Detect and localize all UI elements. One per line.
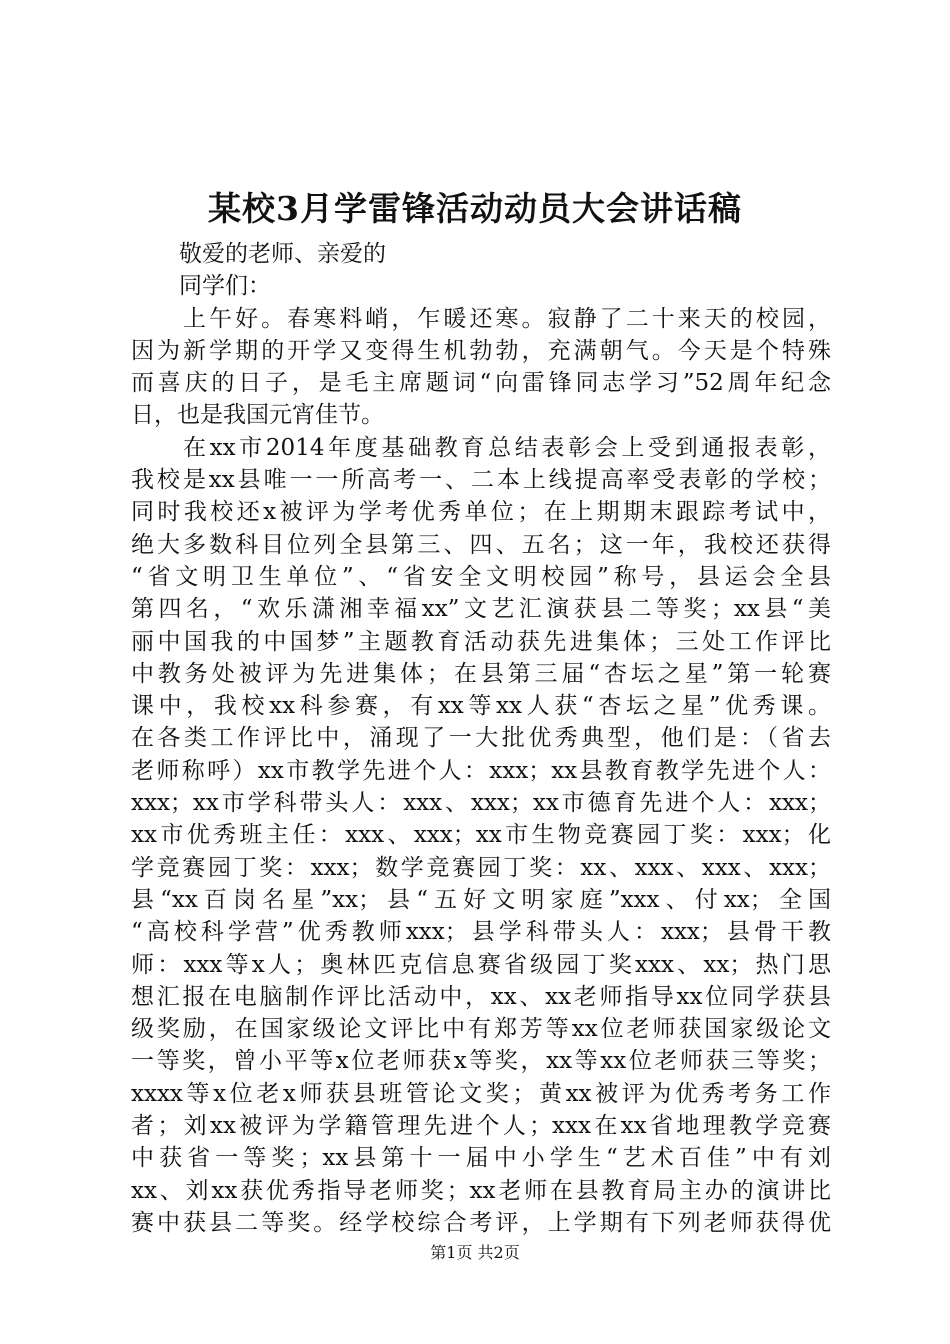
paragraph-2-line: “省文明卫生单位”、“省安全文明校园”称号，县运会全县: [131, 563, 831, 590]
paragraph-2-line: 级奖励，在国家级论文评比中有郑芳等xx位老师获国家级论文: [131, 1016, 831, 1043]
paragraph-2-line: 在xx市2014年度基础教育总结表彰会上受到通报表彰，: [183, 434, 831, 461]
document-body: [131, 238, 831, 1239]
paragraph-2-line: 绝大多数科目位列全县第三、四、五名；这一年，我校还获得: [131, 531, 831, 558]
paragraph-2-line: 老师称呼）xx市教学先进个人：xxx；xx县教育教学先进个人：: [131, 757, 831, 784]
paragraph-2-line: 第四名，“欢乐潇湘幸福xx”文艺汇演获县二等奖；xx县“美: [131, 596, 831, 623]
paragraph-1-line: 日，也是我国元宵佳节。: [131, 402, 384, 429]
salutation-line: 敬爱的老师、亲爱的: [179, 241, 386, 267]
paragraph-2-line: 者；刘xx被评为学籍管理先进个人；xxx在xx省地理教学竞赛: [131, 1113, 831, 1140]
paragraph-2-line: 一等奖，曾小平等x位老师获x等奖，xx等xx位老师获三等奖；: [131, 1048, 831, 1075]
document-title: 某校3月学雷锋活动动员大会讲话稿: [208, 189, 742, 228]
paragraph-2-line: xxxx等x位老x师获县班管论文奖；黄xx被评为优秀考务工作: [131, 1080, 831, 1107]
paragraph-2-line: 课中，我校xx科参赛，有xx等xx人获“杏坛之星”优秀课。: [131, 693, 831, 720]
paragraph-2-line: 在各类工作评比中，涌现了一大批优秀典型，他们是：（省去: [131, 725, 831, 752]
paragraph-2-line: 丽中国我的中国梦”主题教育活动获先进集体；三处工作评比: [131, 628, 831, 655]
paragraph-2-line: 县“xx百岗名星”xx；县“五好文明家庭”xxx、付xx；全国: [131, 886, 831, 913]
paragraph-1-line: 因为新学期的开学又变得生机勃勃，充满朝气。今天是个特殊: [131, 337, 831, 364]
paragraph-2-line: xxx；xx市学科带头人：xxx、xxx；xx市德育先进个人：xxx；: [131, 790, 831, 817]
paragraph-2-line: 想汇报在电脑制作评比活动中，xx、xx老师指导xx位同学获县: [131, 983, 831, 1010]
paragraph-2-line: “高校科学营”优秀教师xxx；县学科带头人：xxx；县骨干教: [131, 919, 831, 946]
paragraph-2-line: 赛中获县二等奖。经学校综合考评，上学期有下列老师获得优: [131, 1209, 831, 1236]
paragraph-2-line: 我校是xx县唯一一所高考一、二本上线提高率受表彰的学校；: [131, 467, 831, 494]
paragraph-2-line: 学竞赛园丁奖：xxx；数学竞赛园丁奖：xx、xxx、xxx、xxx；: [131, 854, 831, 881]
paragraph-2-line: xx市优秀班主任：xxx、xxx；xx市生物竞赛园丁奖：xxx；化: [131, 822, 831, 849]
paragraph-2-line: 中教务处被评为先进集体；在县第三届“杏坛之星”第一轮赛: [131, 660, 831, 687]
paragraph-2-line: 同时我校还x被评为学考优秀单位；在上期期末跟踪考试中，: [131, 499, 831, 526]
page-footer: 第1页 共2页: [430, 1243, 520, 1262]
paragraph-1-line: 上午好。春寒料峭，乍暖还寒。寂静了二十来天的校园，: [183, 305, 831, 332]
salutation-line: 同学们：: [179, 273, 271, 300]
paragraph-1-line: 而喜庆的日子，是毛主席题词“向雷锋同志学习”52周年纪念: [131, 370, 831, 397]
paragraph-2-line: xx、刘xx获优秀指导老师奖；xx老师在县教育局主办的演讲比: [131, 1177, 831, 1204]
paragraph-2-line: 中获省一等奖；xx县第十一届中小学生“艺术百佳”中有刘: [131, 1145, 831, 1172]
paragraph-2-line: 师：xxx等x人；奥林匹克信息赛省级园丁奖xxx、xx；热门思: [131, 951, 831, 978]
